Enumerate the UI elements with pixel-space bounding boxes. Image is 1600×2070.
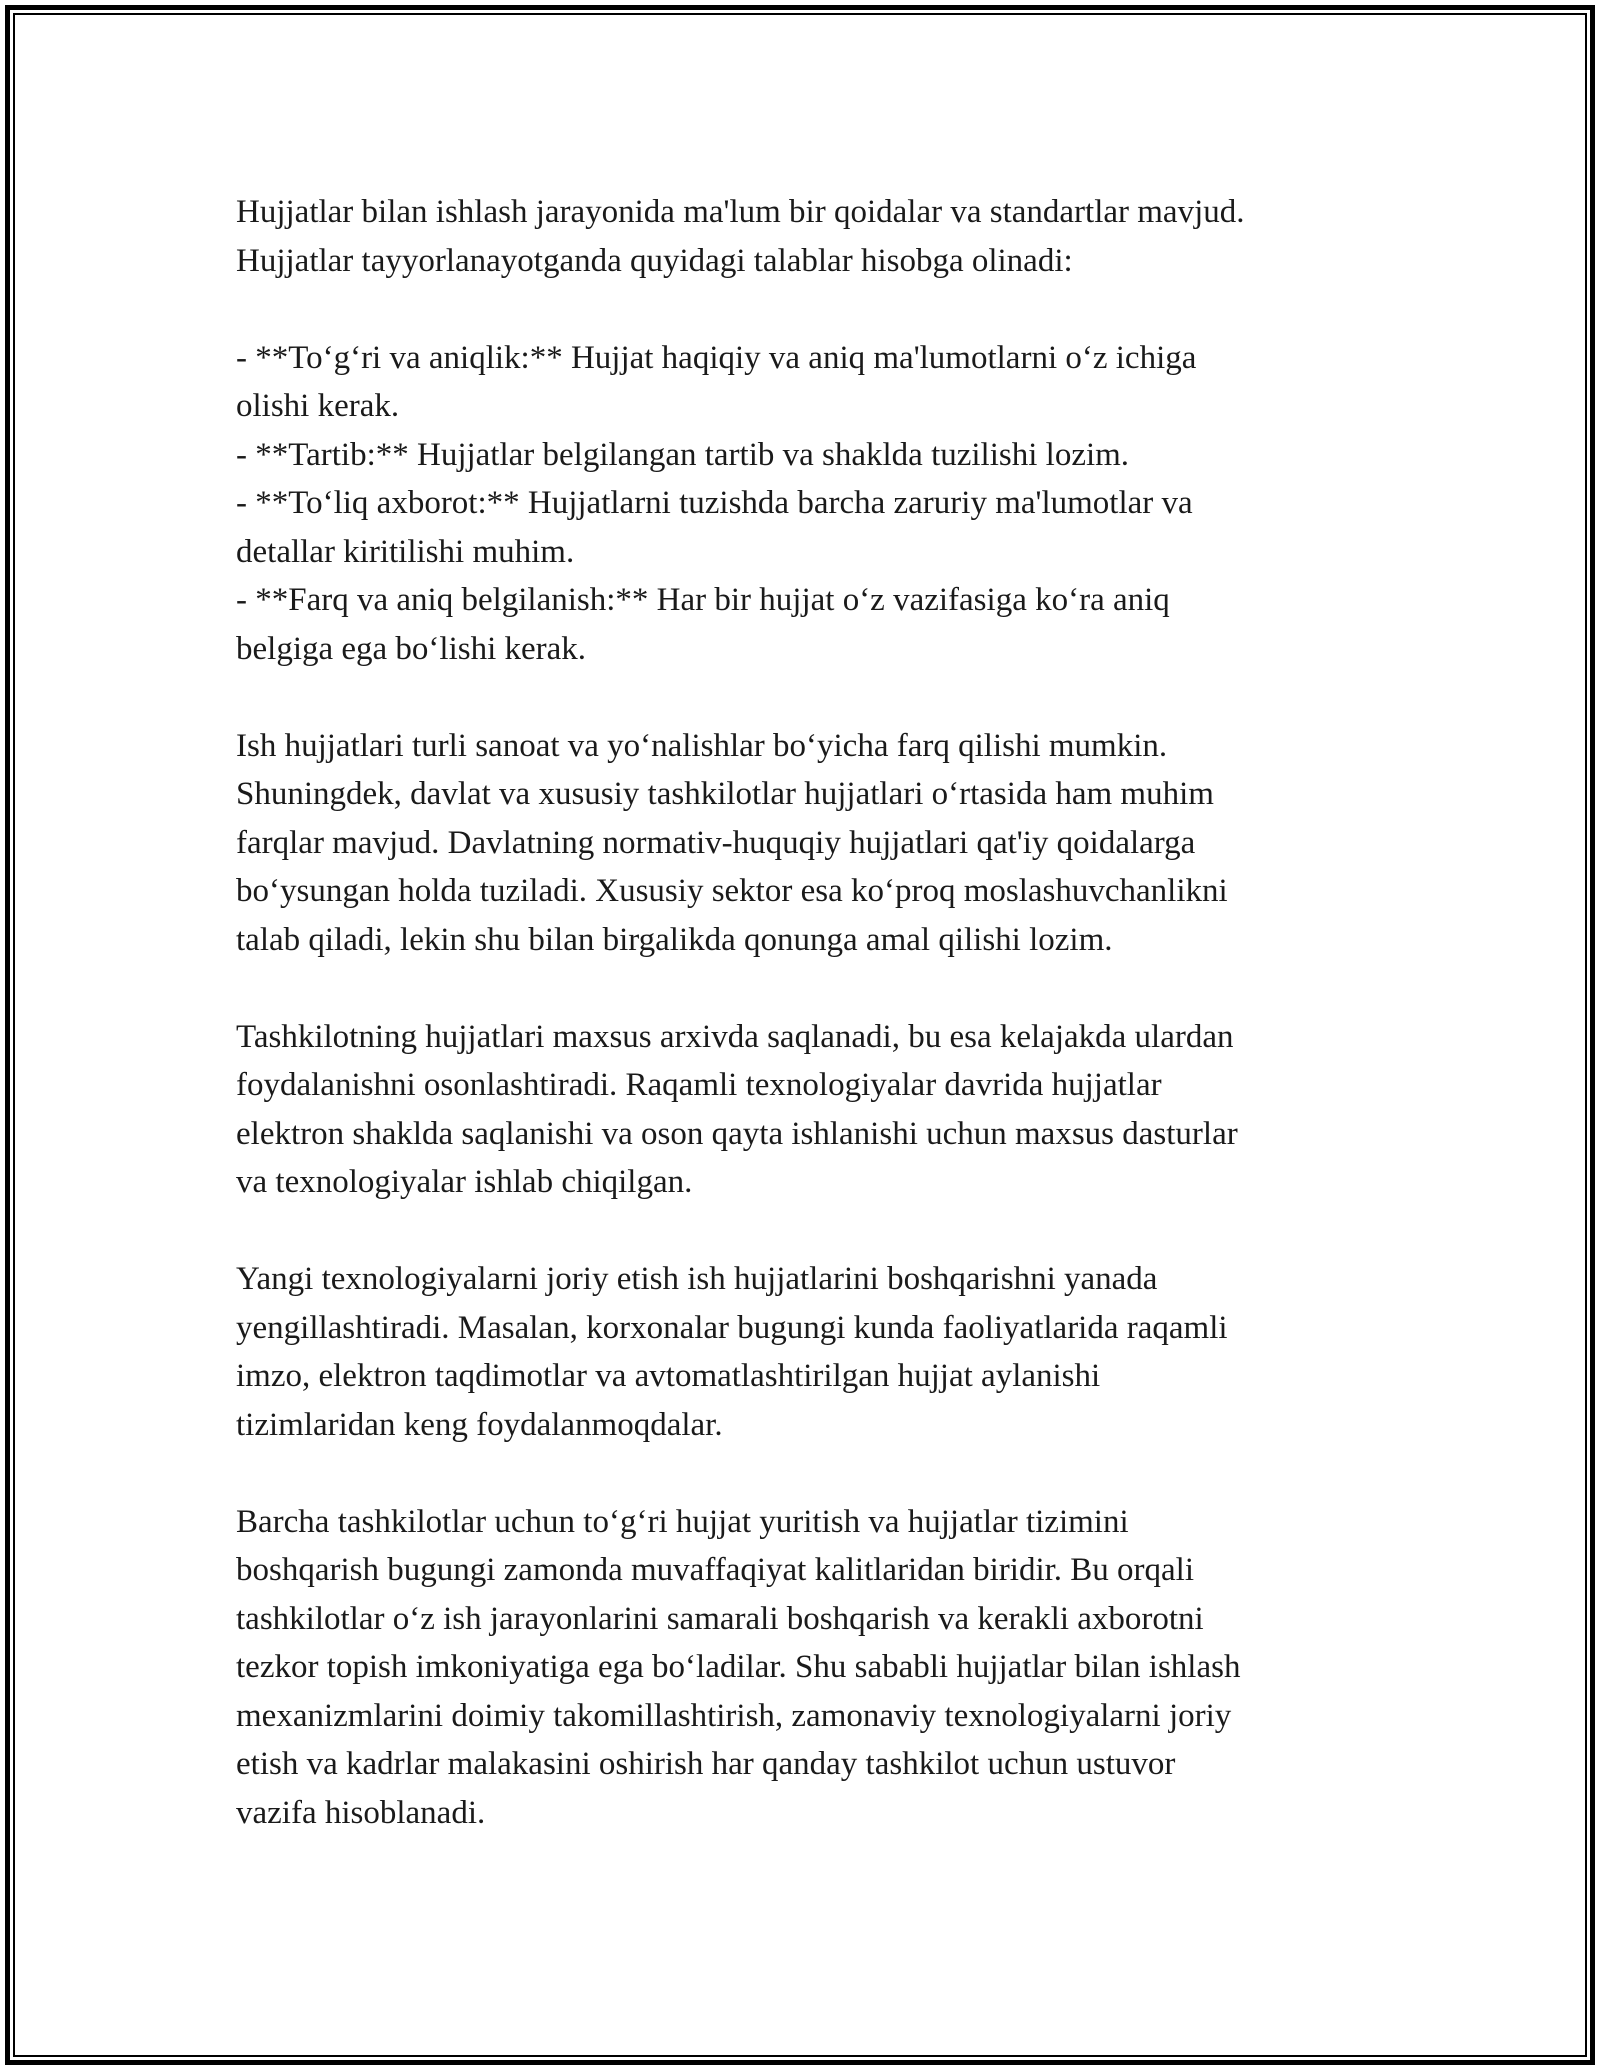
- text-line: olishi kerak.: [236, 388, 400, 424]
- text-line: elektron shaklda saqlanishi va oson qayta ishlanishi uchun maxsus dasturlar: [236, 1115, 1238, 1152]
- text-line: detallar kiritilishi muhim.: [236, 533, 575, 570]
- text-line: Hujjatlar tayyorlanayotganda quyidagi talablar hisobga olinadi:: [236, 242, 1073, 279]
- text-line: va texnologiyalar ishlab chiqilgan.: [236, 1164, 693, 1200]
- paragraph: [236, 1255, 1386, 1449]
- paragraph: [236, 1013, 1386, 1207]
- text-line: Barcha tashkilotlar uchun to‘g‘ri hujjat yuritish va hujjatlar tizimini: [236, 1503, 1129, 1540]
- text-line: belgiga ega bo‘lishi kerak.: [236, 630, 587, 667]
- text-line: Hujjatlar bilan ishlash jarayonida ma'lum bir qoidalar va standartlar mavjud.: [236, 194, 1245, 230]
- text-line: farqlar mavjud. Davlatning normativ-huquqiy hujjatlari qat'iy qoidalarga: [236, 824, 1196, 861]
- text-line: yengillashtiradi. Masalan, korxonalar bugungi kunda faoliyatlarida raqamli: [236, 1309, 1228, 1346]
- text-line: Tashkilotning hujjatlari maxsus arxivda saqlanadi, bu esa kelajakda ulardan: [236, 1018, 1234, 1055]
- text-line: bo‘ysungan holda tuziladi. Xususiy sektor esa ko‘proq moslashuvchanlikni: [236, 873, 1228, 909]
- text-line: - **To‘liq axborot:** Hujjatlarni tuzishda barcha zaruriy ma'lumotlar va: [236, 485, 1193, 521]
- text-line: tizimlaridan keng foydalanmoqdalar.: [236, 1406, 723, 1443]
- text-line: - **To‘g‘ri va aniqlik:** Hujjat haqiqiy va aniq ma'lumotlarni o‘z ichiga: [236, 339, 1197, 376]
- paragraph: [236, 1498, 1386, 1838]
- text-line: Ish hujjatlari turli sanoat va yo‘nalishlar bo‘yicha farq qilishi mumkin.: [236, 727, 1168, 764]
- text-line: tezkor topish imkoniyatiga ega bo‘ladilar. Shu sababli hujjatlar bilan ishlash: [236, 1649, 1241, 1685]
- text-line: - **Farq va aniq belgilanish:** Har bir hujjat o‘z vazifasiga ko‘ra aniq: [236, 582, 1170, 618]
- text-line: foydalanishni osonlashtiradi. Raqamli texnologiyalar davrida hujjatlar: [236, 1067, 1162, 1103]
- text-line: tashkilotlar o‘z ish jarayonlarini samarali boshqarish va kerakli axborotni: [236, 1600, 1204, 1637]
- text-line: etish va kadrlar malakasini oshirish har qanday tashkilot uchun ustuvor: [236, 1746, 1176, 1782]
- text-line: Shuningdek, davlat va xususiy tashkilotlar hujjatlari o‘rtasida ham muhim: [236, 776, 1214, 812]
- text-line: talab qiladi, lekin shu bilan birgalikda qonunga amal qilishi lozim.: [236, 921, 1113, 958]
- text-line: - **Tartib:** Hujjatlar belgilangan tartib va shaklda tuzilishi lozim.: [236, 436, 1130, 473]
- paragraph: [236, 188, 1386, 285]
- document-body: [236, 188, 1386, 1837]
- paragraph: [236, 722, 1386, 965]
- text-line: vazifa hisoblanadi.: [236, 1794, 486, 1831]
- text-line: imzo, elektron taqdimotlar va avtomatlashtirilgan hujjat aylanishi: [236, 1358, 1101, 1394]
- text-line: boshqarish bugungi zamonda muvaffaqiyat kalitlaridan biridir. Bu orqali: [236, 1552, 1195, 1588]
- paragraph: [236, 334, 1386, 674]
- text-line: Yangi texnologiyalarni joriy etish ish hujjatlarini boshqarishni yanada: [236, 1261, 1158, 1297]
- text-line: mexanizmlarini doimiy takomillashtirish, zamonaviy texnologiyalarni joriy: [236, 1697, 1232, 1734]
